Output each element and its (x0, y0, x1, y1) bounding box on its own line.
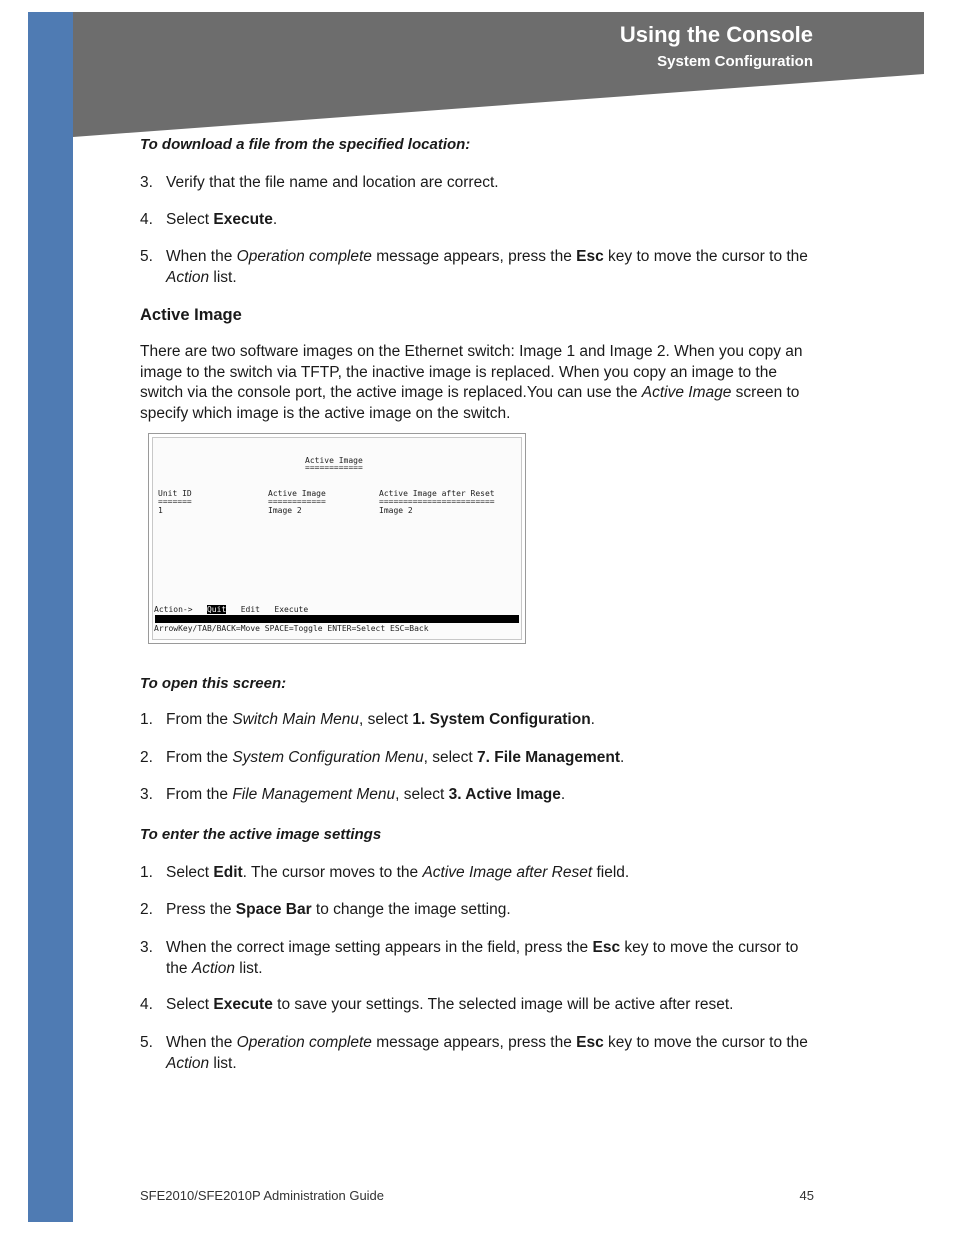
terminal-action-quit[interactable]: Quit (206, 605, 227, 614)
terminal-col-reset-header: Active Image after Reset (379, 489, 495, 498)
step-number: 4. (140, 211, 153, 228)
terminal-col-reset-rule: ======================== (379, 497, 495, 506)
page-title: Using the Console (619, 22, 813, 47)
step-text: When the Operation complete message appears, press the Esc key to move the cursor to the Action list. (166, 248, 808, 286)
intro-paragraph: There are two software images on the Ethernet switch: Image 1 and Image 2. When you copy an image to the switch via TFTP, the inactive image is replaced. When you copy an image to the switch via the console port, the active image is replaced.You can use the Active Image screen to specify which image is the active image on the switch. (140, 343, 803, 422)
terminal-col-unit-rule: ======= (158, 497, 192, 506)
terminal-action-label: Action-> (154, 605, 193, 614)
step-number: 2. (140, 749, 153, 766)
terminal-window (152, 437, 522, 640)
terminal-col-active-value: Image 2 (268, 506, 302, 515)
terminal-col-reset-value: Image 2 (379, 506, 413, 515)
step-text: Press the Space Bar to change the image setting. (166, 901, 511, 918)
terminal-action-line (154, 605, 308, 614)
step-text: From the File Management Menu, select 3. Active Image. (166, 786, 566, 803)
terminal-action-edit[interactable]: Edit (240, 605, 260, 614)
step-text: Select Edit. The cursor moves to the Active Image after Reset field. (166, 864, 630, 881)
terminal-help-line: ArrowKey/TAB/BACK=Move SPACE=Toggle ENTER=Select ESC=Back (154, 624, 429, 633)
step-number: 3. (140, 174, 153, 191)
page-subtitle: System Configuration (657, 53, 813, 70)
step-number: 3. (140, 939, 153, 956)
step-text: Select Execute. (166, 211, 278, 228)
section-heading-active-image: Active Image (140, 306, 242, 324)
console-screenshot (148, 433, 526, 644)
step-number: 2. (140, 901, 153, 918)
terminal-title: Active Image (305, 456, 363, 465)
footer-page-number: 45 (799, 1188, 814, 1203)
step-text: From the Switch Main Menu, select 1. System Configuration. (166, 711, 595, 728)
terminal-col-unit-header: Unit ID (158, 489, 192, 498)
step-number: 5. (140, 248, 153, 265)
open-screen-heading: To open this screen: (140, 675, 287, 692)
step-number: 4. (140, 996, 153, 1013)
terminal-status-bar (155, 615, 519, 623)
terminal-col-active-header: Active Image (268, 489, 326, 498)
step-text: When the Operation complete message appears, press the Esc key to move the cursor to the Action list. (166, 1034, 808, 1072)
step-text: When the correct image setting appears in the field, press the Esc key to move the cursor to the Action list. (166, 939, 799, 977)
step-text: From the System Configuration Menu, select 7. File Management. (166, 749, 625, 766)
enter-settings-heading: To enter the active image settings (140, 826, 382, 843)
terminal-col-unit-value: 1 (158, 506, 163, 515)
terminal-col-active-rule: ============ (268, 497, 326, 506)
terminal-title-rule: ============ (305, 463, 363, 472)
step-text: Select Execute to save your settings. The selected image will be active after reset. (166, 996, 734, 1013)
step-number: 1. (140, 864, 153, 881)
step-text: Verify that the file name and location are correct. (166, 174, 499, 191)
footer-guide-title: SFE2010/SFE2010P Administration Guide (140, 1188, 385, 1203)
step-number: 5. (140, 1034, 153, 1051)
sidebar-band (28, 12, 73, 1222)
step-number: 3. (140, 786, 153, 803)
step-number: 1. (140, 711, 153, 728)
terminal-action-execute[interactable]: Execute (274, 605, 309, 614)
download-heading: To download a file from the specified location: (140, 136, 471, 153)
